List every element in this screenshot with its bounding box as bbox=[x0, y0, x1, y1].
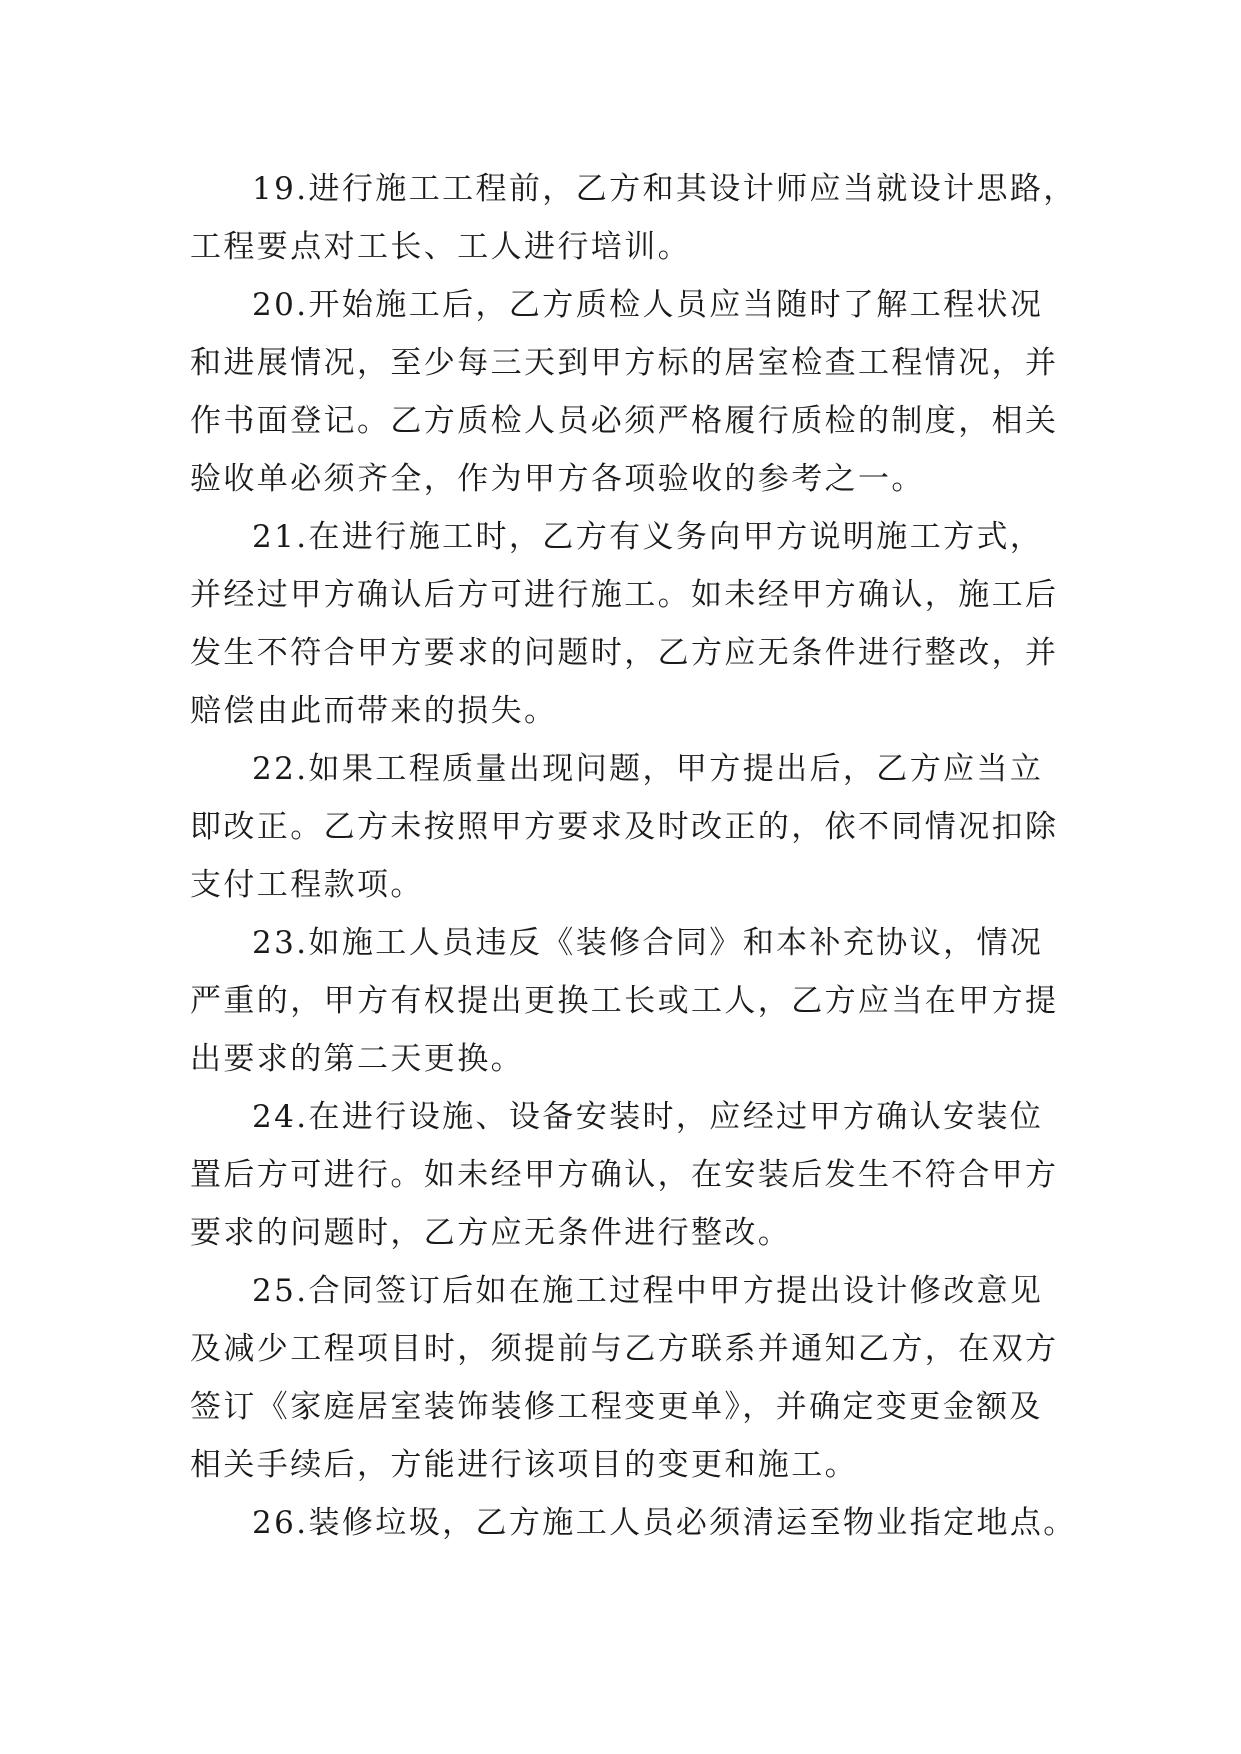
clause-20 bbox=[190, 276, 1070, 508]
clause-25 bbox=[190, 1262, 1070, 1494]
clause-19 bbox=[190, 160, 1077, 276]
clause-23 bbox=[190, 914, 1070, 1088]
text-line: 19.进行施工工程前，乙方和其设计师应当就设计思路， bbox=[252, 171, 1077, 207]
text-line: 和进展情况，至少每三天到甲方标的居室检查工程情况，并 bbox=[190, 345, 1059, 381]
clause-21 bbox=[190, 508, 1070, 740]
text-line: 作书面登记。乙方质检人员必须严格履行质检的制度，相关 bbox=[190, 403, 1059, 439]
clause-26 bbox=[190, 1494, 1077, 1552]
text-line: 赔偿由此而带来的损失。 bbox=[190, 693, 558, 729]
text-line: 25.合同签订后如在施工过程中甲方提出设计修改意见 bbox=[252, 1273, 1044, 1309]
text-line: 支付工程款项。 bbox=[190, 867, 424, 903]
text-line: 24.在进行设施、设备安装时，应经过甲方确认安装位 bbox=[252, 1099, 1044, 1135]
clause-22 bbox=[190, 740, 1070, 914]
text-line: 22.如果工程质量出现问题，甲方提出后，乙方应当立 bbox=[252, 751, 1044, 787]
text-line: 工程要点对工长、工人进行培训。 bbox=[190, 229, 691, 265]
text-line: 并经过甲方确认后方可进行施工。如未经甲方确认，施工后 bbox=[190, 577, 1059, 613]
text-line: 签订《家庭居室装饰装修工程变更单》，并确定变更金额及 bbox=[190, 1389, 1043, 1425]
text-line: 20.开始施工后，乙方质检人员应当随时了解工程状况 bbox=[252, 287, 1044, 323]
text-line: 要求的问题时，乙方应无条件进行整改。 bbox=[190, 1215, 792, 1251]
text-line: 即改正。乙方未按照甲方要求及时改正的，依不同情况扣除 bbox=[190, 809, 1059, 845]
text-line: 发生不符合甲方要求的问题时，乙方应无条件进行整改，并 bbox=[190, 635, 1059, 671]
text-line: 26.装修垃圾，乙方施工人员必须清运至物业指定地点。 bbox=[252, 1505, 1077, 1541]
text-line: 出要求的第二天更换。 bbox=[190, 1041, 524, 1077]
text-line: 置后方可进行。如未经甲方确认，在安装后发生不符合甲方 bbox=[190, 1157, 1059, 1193]
document-body bbox=[190, 160, 1077, 1552]
text-line: 23.如施工人员违反《装修合同》和本补充协议，情况 bbox=[252, 925, 1044, 961]
text-line: 相关手续后，方能进行该项目的变更和施工。 bbox=[190, 1447, 858, 1483]
text-line: 验收单必须齐全，作为甲方各项验收的参考之一。 bbox=[190, 461, 925, 497]
text-line: 严重的，甲方有权提出更换工长或工人，乙方应当在甲方提 bbox=[190, 983, 1059, 1019]
clause-24 bbox=[190, 1088, 1070, 1262]
text-line: 及减少工程项目时，须提前与乙方联系并通知乙方，在双方 bbox=[190, 1331, 1059, 1367]
text-line: 21.在进行施工时，乙方有义务向甲方说明施工方式， bbox=[252, 519, 1044, 555]
